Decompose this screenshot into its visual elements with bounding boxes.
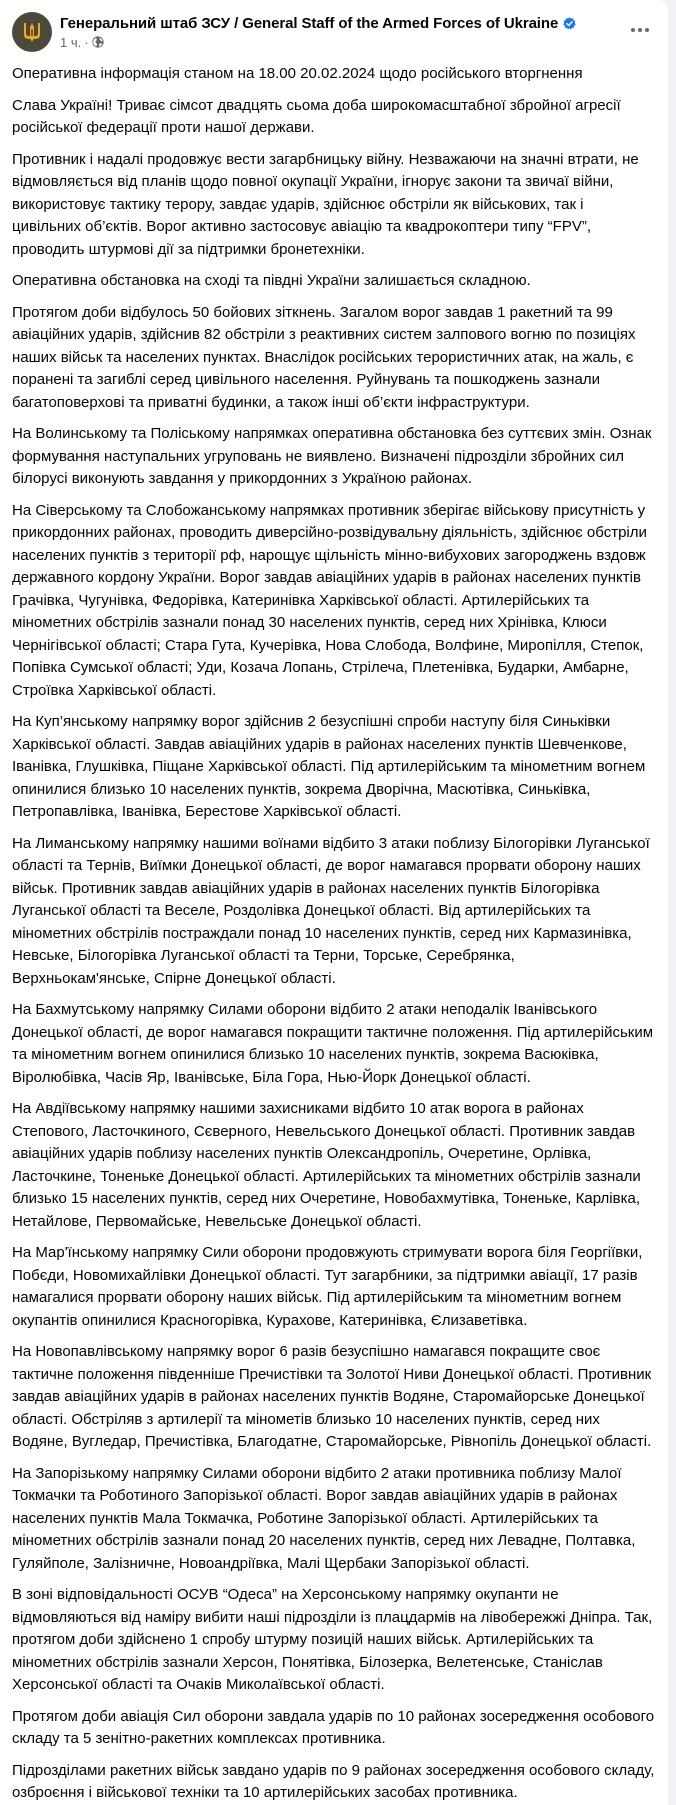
post-paragraph: На Волинському та Поліському напрямках оперативна обстановка без суттєвих змін. Ознак формування наступальних угруповань не виявлено. Визначені підрозділи збройних сил білорусі виконують завдання у прикордонних з Україною районах. bbox=[12, 425, 652, 487]
post-timestamp[interactable]: 1 ч. bbox=[60, 34, 82, 50]
author-row bbox=[60, 14, 576, 33]
header-text bbox=[60, 14, 576, 51]
post-paragraph: Протягом доби відбулось 50 бойових зіткнень. Загалом ворог завдав 1 ракетний та 99 авіаційних ударів, здійснив 82 обстріли з реактивних систем залпового вогню по позиціях наших військ та населених пунктах. Внаслідок російських терористичних атак, на жаль, є поранені та загиблі серед цивільного населення. Руйнувань та пошкоджень зазнали багатоповерхові та приватні будинки, а також інші об’єкти інфраструктури. bbox=[12, 303, 636, 411]
post-paragraph: На Лиманському напрямку нашими воїнами відбито 3 атаки поблизу Білогорівки Луганської області та Тернів, Виїмки Донецької області, де ворог намагався прорвати оборону наших військ. Противник завдав авіаційних ударів в районах населених пунктів Білогорівка Луганської області та Веселе, Роздолівка Донецької області. Від артилерійських та мінометних обстрілів постраждали понад 10 населених пунктів, серед них Кармазинівка, Невське, Білогорівка Луганської області та Терни, Торське, Серебрянка, Верхньокам'янське, Спірне Донецької області. bbox=[12, 834, 650, 987]
trident-emblem-icon bbox=[22, 21, 42, 43]
more-options-button[interactable] bbox=[622, 18, 658, 42]
globe-icon bbox=[92, 36, 104, 48]
post-body bbox=[0, 53, 668, 1805]
more-dot bbox=[638, 28, 642, 32]
post-meta bbox=[60, 34, 576, 51]
more-dot bbox=[645, 28, 649, 32]
post-paragraph: На Куп’янському напрямку ворог здійснив 2 безуспішні спроби наступу біля Синьківки Харківської області. Завдав авіаційних ударів в районах населених пунктів Шевченкове, Іванівка, Глушківка, Піщане Харківської області. Під артилерійським та мінометним вогнем опинилися близько 10 населених пунктів, зокрема Дворічна, Масютівка, Синьківка, Петропавлівка, Іванівка, Берестове Харківської області. bbox=[12, 713, 646, 820]
post-paragraph: На Запорізькому напрямку Силами оборони відбито 2 атаки противника поблизу Малої Токмачки та Роботиного Запорізької області. Ворог завдав авіаційних ударів в районах населених пунктів Мала Токмачка, Роботине Запорізької області. Артилерійських та мінометних обстрілів зазнали понад 20 населених пунктів, серед них Левадне, Полтавка, Гуляйполе, Залізничне, Новоандріївка, Малі Щербаки Запорізької області. bbox=[12, 1464, 636, 1572]
post-header bbox=[0, 0, 668, 53]
more-dot bbox=[631, 28, 635, 32]
post-paragraph: Оперативна обстановка на сході та півдні України залишається складною. bbox=[12, 272, 531, 289]
post-title-paragraph: Оперативна інформація станом на 18.00 20.02.2024 щодо російського вторгнення bbox=[12, 65, 583, 82]
post-paragraph: На Мар'їнському напрямку Сили оборони продовжують стримувати ворога біля Георгіївки, Побєди, Новомихайлівки Донецької області. Тут загарбники, за підтримки авіації, 17 разів намагалися прорвати оборону наших військ. Під артилерійським та мінометним вогнем окупантів опинилися Красногорівка, Курахове, Катеринівка, Єлизаветівка. bbox=[12, 1244, 643, 1329]
post-paragraph: На Новопавлівському напрямку ворог 6 разів безуспішно намагався покращите своє тактичне положення південніше Пречистівки та Золотої Ниви Донецької області. Противник завдав авіаційних ударів в районах населених пунктів Водяне, Старомайорське Донецької області. Обстріляв з артилерії та мінометів близько 10 населених пунктів, серед них Водяне, Вугледар, Пречистівка, Благодатне, Старомайорське, Рівнопіль Донецької області. bbox=[12, 1343, 652, 1450]
post-paragraph: На Бахмутському напрямку Силами оборони відбито 2 атаки неподалік Іванівського Донецької області, де ворог намагався покращити тактичне положення. Під артилерійським та мінометним вогнем опинилися близько 10 населених пунктів, зокрема Васюківка, Віролюбівка, Часів Яр, Іванівське, Біла Гора, Нью-Йорк Донецької області. bbox=[12, 1001, 654, 1086]
post-paragraph: Протягом доби авіація Сил оборони завдала ударів по 10 районах зосередження особового складу та 5 зенітно-ракетних комплексах противника. bbox=[12, 1707, 655, 1747]
post-paragraph: Слава Україні! Триває сімсот двадцять сьома доба широкомасштабної збройної агресії російської федерації проти нашої держави. bbox=[12, 96, 621, 136]
post-paragraph: На Авдіївському напрямку нашими захисниками відбито 10 атак ворога в районах Степового, Ласточкиного, Сєверного, Невельського Донецької області. Противник завдав авіаційних ударів поблизу населених пунктів Олександропіль, Очеретине, Орлівка, Ласточкине, Тоненьке Донецької області. Артилерійських та мінометних обстрілів зазнали близько 15 населених пунктів, серед них Очеретине, Новобахмутівка, Тоненьке, Карлівка, Нетайлове, Первомайське, Невельське Донецької області. bbox=[12, 1100, 641, 1230]
post-paragraph: Противник і надалі продовжує вести загарбницьку війну. Незважаючи на значні втрати, не відмовляється від планів щодо повної окупації України, ігнорує закони та звичаї війни, використовує тактику терору, завдає ударів, здійснює обстріли як військових, так і цивільних об’єктів. Ворог активно застосовує авіацію та квадрокоптери типу “FPV”, проводить штурмові дії за підтримки бронетехніки. bbox=[12, 150, 639, 258]
post-paragraph: Підрозділами ракетних військ завдано ударів по 9 районах зосередження особового складу, озброєння і військової техніки та 10 артилерійських засобах противника. bbox=[12, 1761, 655, 1801]
post-paragraph: В зоні відповідальності ОСУВ “Одеса” на Херсонському напрямку окупанти не відмовляються від наміру вибити наші підрозділи із плацдармів на лівобережжі Дніпра. Так, протягом доби здійснено 1 спробу штурму позицій наших військ. Артилерійських та мінометних обстрілів зазнали Херсон, Понятівка, Білозерка, Велетенське, Станіслав Херсонської області та Очаків Миколаївської області. bbox=[12, 1586, 653, 1693]
author-name[interactable]: Генеральний штаб ЗСУ / General Staff of the Armed Forces of Ukraine bbox=[60, 14, 559, 32]
verified-badge-icon bbox=[563, 17, 576, 30]
page-avatar[interactable] bbox=[12, 12, 52, 52]
post-paragraph: На Сіверському та Слобожанському напрямках противник зберігає військову присутність у прикордонних районах, проводить диверсійно-розвідувальну діяльність, здійснює обстріли населених пунктів з території рф, нарощує щільність мінно-вибухових загороджень вздовж державного кордону України. Ворог завдав авіаційних ударів в районах населених пунктів Грачівка, Чугунівка, Федорівка, Катеринівка Харківської області. Артилерійських та мінометних обстрілів зазнали понад 30 населених пунктів, серед них Хрінівка, Клюси Чернігівської області; Стара Гута, Кучерівка, Нова Слобода, Волфине, Миропілля, Степок, Попівка Сумської області; Уди, Козача Лопань, Стрілеча, Плетенівка, Бударки, Амбарне, Строївка Харківської області. bbox=[12, 501, 647, 699]
meta-separator: · bbox=[84, 34, 89, 50]
